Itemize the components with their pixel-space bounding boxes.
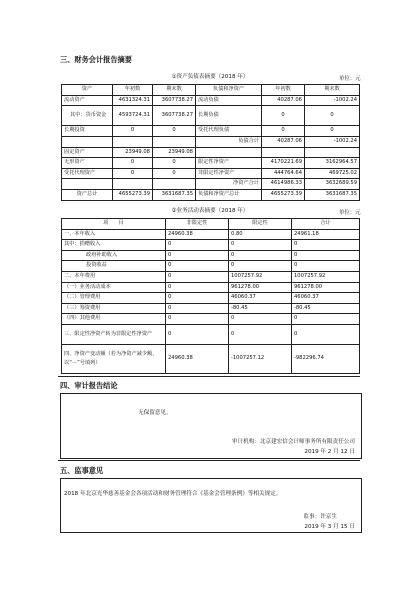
header-liab: 负债和净资产: [196, 85, 262, 96]
table-row: [62, 293, 360, 304]
cell: 0: [292, 250, 360, 261]
cell: 0: [166, 324, 229, 344]
cell: 0: [166, 250, 229, 261]
cell: -1002.24: [305, 136, 360, 147]
cell: 0: [113, 158, 153, 169]
cell: 0: [305, 126, 360, 137]
cell: 受托代理负债: [196, 126, 262, 137]
header-end: 期末数: [153, 85, 196, 96]
table-row: [62, 303, 360, 314]
cell: 三、限定性净资产转为非限定性净资产: [62, 324, 166, 344]
header-unrestricted: 非限定性: [166, 219, 229, 230]
cell: [62, 179, 113, 190]
cell: 0: [153, 168, 196, 179]
table-row: [62, 282, 360, 293]
cell: [113, 136, 153, 147]
cell: [196, 147, 262, 158]
cell: [153, 179, 196, 190]
header-total: 合计: [292, 219, 360, 230]
cell: （二）管理费用: [62, 293, 166, 304]
header-asset: 资产: [62, 85, 113, 96]
cell: -1007257.12: [229, 345, 292, 374]
cell: 40287.06: [262, 95, 305, 106]
cell: 0: [166, 271, 229, 282]
cell: -982296.74: [292, 345, 360, 374]
supervisor-name: 监事：许京生: [303, 514, 337, 520]
cell: 0: [292, 324, 360, 344]
cell: 3631687.35: [305, 189, 360, 200]
cell: 4655273.39: [113, 189, 153, 200]
table-row: [62, 250, 360, 261]
cell: 四、净资产变动额（若为净资产减少额，以“－”号填列）: [62, 345, 166, 374]
table-row: [62, 95, 360, 106]
cell: 负债和净资产总计: [196, 189, 262, 200]
table-row: [62, 147, 360, 158]
cell: 固定资产: [62, 147, 113, 158]
cell: [62, 136, 113, 147]
cell: 3607738.27: [153, 106, 196, 126]
cell: 其中：捐赠收入: [62, 240, 166, 251]
section5-title: 五、监事意见: [60, 466, 104, 475]
balance-header-row: [62, 85, 360, 96]
cell: 24961.18: [292, 229, 360, 240]
cell: 1007257.92: [292, 271, 360, 282]
cell: -1002.24: [305, 95, 360, 106]
header-end2: 期末数: [305, 85, 360, 96]
cell: 0: [153, 158, 196, 169]
table-row: [62, 240, 360, 251]
supervisor-box: [60, 478, 362, 533]
audit-opinion: 无保留意见。: [138, 410, 172, 416]
cell: [262, 147, 305, 158]
cell: 0: [113, 168, 153, 179]
header-item: 项 目: [62, 219, 166, 230]
cell: 46060.37: [292, 293, 360, 304]
header-restricted: 限定性: [229, 219, 292, 230]
cell: 0: [229, 324, 292, 344]
table-row: [62, 189, 360, 200]
cell: 23949.08: [113, 147, 153, 158]
cell: 0: [262, 106, 305, 126]
activity-header-row: [62, 219, 360, 230]
section4-title: 四、审计报告结论: [60, 381, 118, 390]
cell: -80.45: [229, 303, 292, 314]
balance-caption: ①资产负债表摘要（2018 年）: [171, 74, 249, 80]
cell: 0: [292, 261, 360, 272]
cell: 0: [166, 240, 229, 251]
cell: 0: [166, 314, 229, 325]
cell: （四）其他费用: [62, 314, 166, 325]
table-row: [62, 345, 360, 374]
cell: 1007257.92: [229, 271, 292, 282]
table-row: [62, 271, 360, 282]
cell: 投资收益: [62, 261, 166, 272]
cell: 0: [166, 282, 229, 293]
cell: 0: [166, 293, 229, 304]
cell: （三）筹资费用: [62, 303, 166, 314]
table-row: [62, 179, 360, 190]
cell: 0: [229, 314, 292, 325]
audit-date: 2019 年 2 月 12 日: [304, 449, 355, 455]
cell: 0: [292, 314, 360, 325]
cell: 受托代理资产: [62, 168, 113, 179]
cell: 4655273.39: [262, 189, 305, 200]
supervisor-date: 2019 年 3 月 15 日: [304, 524, 355, 530]
cell: 0: [229, 261, 292, 272]
activity-caption: ②业务活动表摘要（2018 年）: [171, 208, 249, 214]
table-row: [62, 168, 360, 179]
cell: 长期负债: [196, 106, 262, 126]
cell: 其中：货币资金: [62, 106, 113, 126]
header-begin2: 年初数: [262, 85, 305, 96]
cell: 3162964.57: [305, 158, 360, 169]
cell: 3631687.35: [153, 189, 196, 200]
cell: 3632689.59: [305, 179, 360, 190]
cell: 政府补助收入: [62, 250, 166, 261]
cell: 0: [166, 261, 229, 272]
cell: 一、本年收入: [62, 229, 166, 240]
cell: 0: [166, 303, 229, 314]
cell: 限定性净资产: [196, 158, 262, 169]
supervisor-opinion: 2018 年北京光华慈善基金会各项活动和财务管理符合《基金会管理条例》等相关规定。: [64, 491, 282, 497]
balance-table: [61, 84, 360, 201]
cell: 长期投资: [62, 126, 113, 137]
cell: 40287.06: [262, 136, 305, 147]
cell: 961278.00: [229, 282, 292, 293]
table-row: [62, 229, 360, 240]
cell: 非限定性净资产: [196, 168, 262, 179]
audit-agency: 审计机构：北京建宏信会计师事务所有限责任公司: [231, 439, 355, 445]
cell: 0.80: [229, 229, 292, 240]
cell: 负债合计: [196, 136, 262, 147]
cell: （一）业务活动成本: [62, 282, 166, 293]
header-begin: 年初数: [113, 85, 153, 96]
cell: [305, 147, 360, 158]
cell: 4631324.31: [113, 95, 153, 106]
section3-title: 三、财务会计报告摘要: [60, 55, 132, 64]
cell: 0: [113, 126, 153, 137]
table-row: [62, 106, 360, 126]
cell: 24960.38: [166, 345, 229, 374]
cell: 4614986.33: [262, 179, 305, 190]
cell: 4170221.69: [262, 158, 305, 169]
cell: 0: [229, 240, 292, 251]
cell: 3607738.27: [153, 95, 196, 106]
cell: 流动负债: [196, 95, 262, 106]
cell: 流动资产: [62, 95, 113, 106]
table-row: [62, 324, 360, 344]
table-row: [62, 158, 360, 169]
divider: [58, 460, 360, 461]
cell: 23949.08: [153, 147, 196, 158]
cell: 二、本年费用: [62, 271, 166, 282]
table-row: [62, 314, 360, 325]
cell: 净资产合计: [196, 179, 262, 190]
cell: 无形资产: [62, 158, 113, 169]
cell: 24960.38: [166, 229, 229, 240]
balance-unit: 单位：元: [339, 76, 361, 82]
activity-table: [61, 218, 360, 374]
cell: 444764.64: [262, 168, 305, 179]
cell: 资产总计: [62, 189, 113, 200]
table-row: [62, 136, 360, 147]
cell: 469725.02: [305, 168, 360, 179]
table-row: [62, 261, 360, 272]
cell: 4593724.31: [113, 106, 153, 126]
cell: -80.45: [292, 303, 360, 314]
cell: 46060.37: [229, 293, 292, 304]
cell: 0: [229, 250, 292, 261]
divider: [58, 376, 360, 377]
cell: 0: [305, 106, 360, 126]
cell: [153, 136, 196, 147]
activity-unit: 单位：元: [339, 210, 361, 216]
cell: 0: [292, 240, 360, 251]
cell: [113, 179, 153, 190]
audit-box: [60, 393, 362, 459]
cell: 0: [262, 126, 305, 137]
cell: 961278.00: [292, 282, 360, 293]
cell: 0: [153, 126, 196, 137]
table-row: [62, 126, 360, 137]
